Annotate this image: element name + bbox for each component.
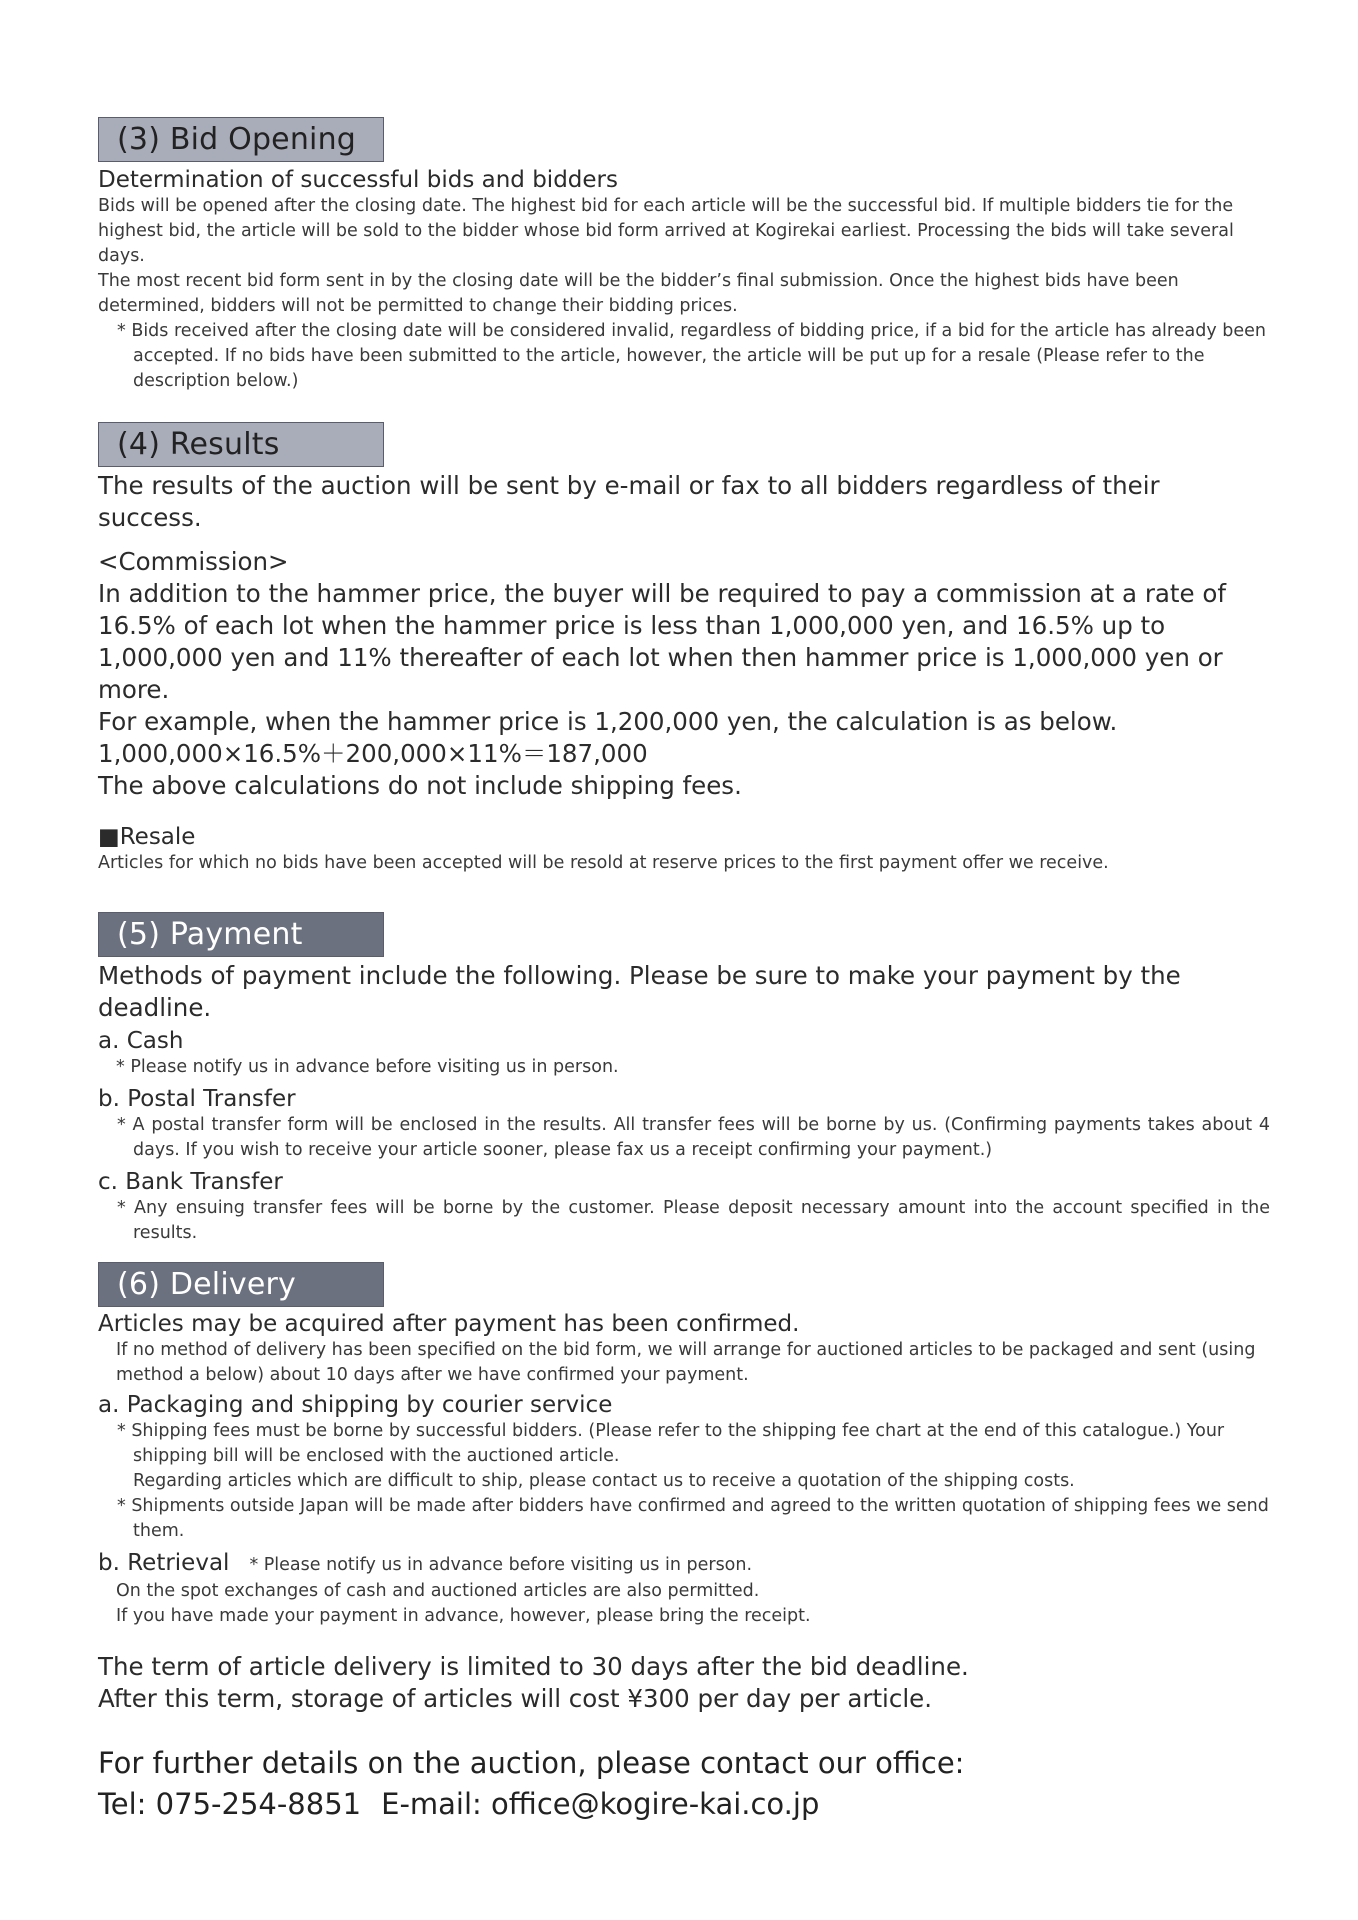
payment-postal-note: * A postal transfer form will be enclosed in the results. All transfer fees will be borne by us. (Confirming payments takes about 4 days. If you wish to receive your article sooner, please fax us a receipt confirming your payment.) xyxy=(117,1115,1270,1160)
section-heading-bid-opening: (3) Bid Opening xyxy=(98,117,384,162)
bid-opening-note: * Bids received after the closing date will be considered invalid, regardless of bidding price, if a bid for the article has already been accepted. If no bids have been submitted to the article, however, the article will be put up for a resale (Please refer to the description below.) xyxy=(117,321,1266,391)
delivery-intro-note: If no method of delivery has been specified on the bid form, we will arrange for auctioned articles to be packaged and sent (using method a below) about 10 days after we have confirmed your payment. xyxy=(116,1340,1256,1385)
contact-heading: For further details on the auction, please contact our office: xyxy=(98,1746,965,1780)
bid-opening-paragraph-2: The most recent bid form sent in by the closing date will be the bidder’s final submission. Once the highest bids have been determined, bidders will not be permitted to change their bidding prices. xyxy=(98,271,1179,316)
contact-email: E-mail: office@kogire-kai.co.jp xyxy=(381,1787,820,1821)
delivery-term-line-1: The term of article delivery is limited to 30 days after the bid deadline. xyxy=(98,1652,969,1681)
commission-formula: 1,000,000×16.5%＋200,000×11%＝187,000 xyxy=(98,739,648,768)
contact-tel: Tel: 075-254-8851 xyxy=(98,1787,362,1821)
results-intro: The results of the auction will be sent by e-mail or fax to all bidders regardless of their success. xyxy=(98,471,1160,532)
payment-cash-title: a. Cash xyxy=(98,1028,184,1054)
payment-intro: Methods of payment include the following. Please be sure to make your payment by the deadline. xyxy=(98,961,1181,1022)
delivery-courier-title: a. Packaging and shipping by courier service xyxy=(98,1392,613,1418)
section-heading-delivery: (6) Delivery xyxy=(98,1262,384,1307)
delivery-intro: Articles may be acquired after payment has been confirmed. xyxy=(98,1311,800,1337)
bid-opening-subheading: Determination of successful bids and bidders xyxy=(98,167,618,193)
resale-text: Articles for which no bids have been accepted will be resold at reserve prices to the first payment offer we receive. xyxy=(98,853,1109,873)
commission-text: In addition to the hammer price, the buyer will be required to pay a commission at a rate of 16.5% of each lot when the hammer price is less than 1,000,000 yen, and 16.5% up to 1,000,000 yen and 11% thereafter of each lot when then hammer price is 1,000,000 yen or more. xyxy=(98,579,1226,704)
delivery-retrieval-title: b. Retrieval xyxy=(98,1550,230,1576)
payment-bank-note: * Any ensuing transfer fees will be borne by the customer. Please deposit necessary amount into the account specified in the results. xyxy=(117,1198,1270,1243)
delivery-courier-note-1: * Shipping fees must be borne by successful bidders. (Please refer to the shipping fee chart at the end of this catalogue.) Your shipping bill will be enclosed with the auctioned article. xyxy=(117,1421,1225,1466)
shipping-fees-note: The above calculations do not include shipping fees. xyxy=(98,771,742,800)
commission-example: For example, when the hammer price is 1,200,000 yen, the calculation is as below. xyxy=(98,707,1118,736)
delivery-courier-note-2: * Shipments outside Japan will be made after bidders have confirmed and agreed to the written quotation of shipping fees we send them. xyxy=(117,1496,1269,1541)
payment-postal-title: b. Postal Transfer xyxy=(98,1086,296,1112)
contact-details xyxy=(98,1784,1270,1825)
delivery-term-line-2: After this term, storage of articles will cost ¥300 per day per article. xyxy=(98,1684,933,1713)
section-heading-payment: (5) Payment xyxy=(98,912,384,957)
delivery-courier-note-1b: Regarding articles which are difficult to ship, please contact us to receive a quotation of the shipping costs. xyxy=(133,1471,1075,1491)
delivery-retrieval-inline-note: * Please notify us in advance before visiting us in person. xyxy=(249,1555,753,1575)
payment-bank-title: c. Bank Transfer xyxy=(98,1169,283,1195)
delivery-retrieval-row xyxy=(98,1550,1270,1579)
delivery-retrieval-line-1: On the spot exchanges of cash and auctioned articles are also permitted. xyxy=(116,1581,760,1601)
document-page xyxy=(98,117,1270,1825)
section-heading-results: (4) Results xyxy=(98,422,384,467)
payment-cash-note: * Please notify us in advance before visiting us in person. xyxy=(116,1057,619,1077)
delivery-retrieval-line-2: If you have made your payment in advance, however, please bring the receipt. xyxy=(116,1606,811,1626)
resale-title: ■Resale xyxy=(98,824,196,850)
bid-opening-paragraph-1: Bids will be opened after the closing date. The highest bid for each article will be the successful bid. If multiple bidders tie for the highest bid, the article will be sold to the bidder whose bid form arrived at Kogirekai earliest. Processing the bids will take several days. xyxy=(98,196,1234,266)
commission-title: <Commission> xyxy=(98,547,289,576)
